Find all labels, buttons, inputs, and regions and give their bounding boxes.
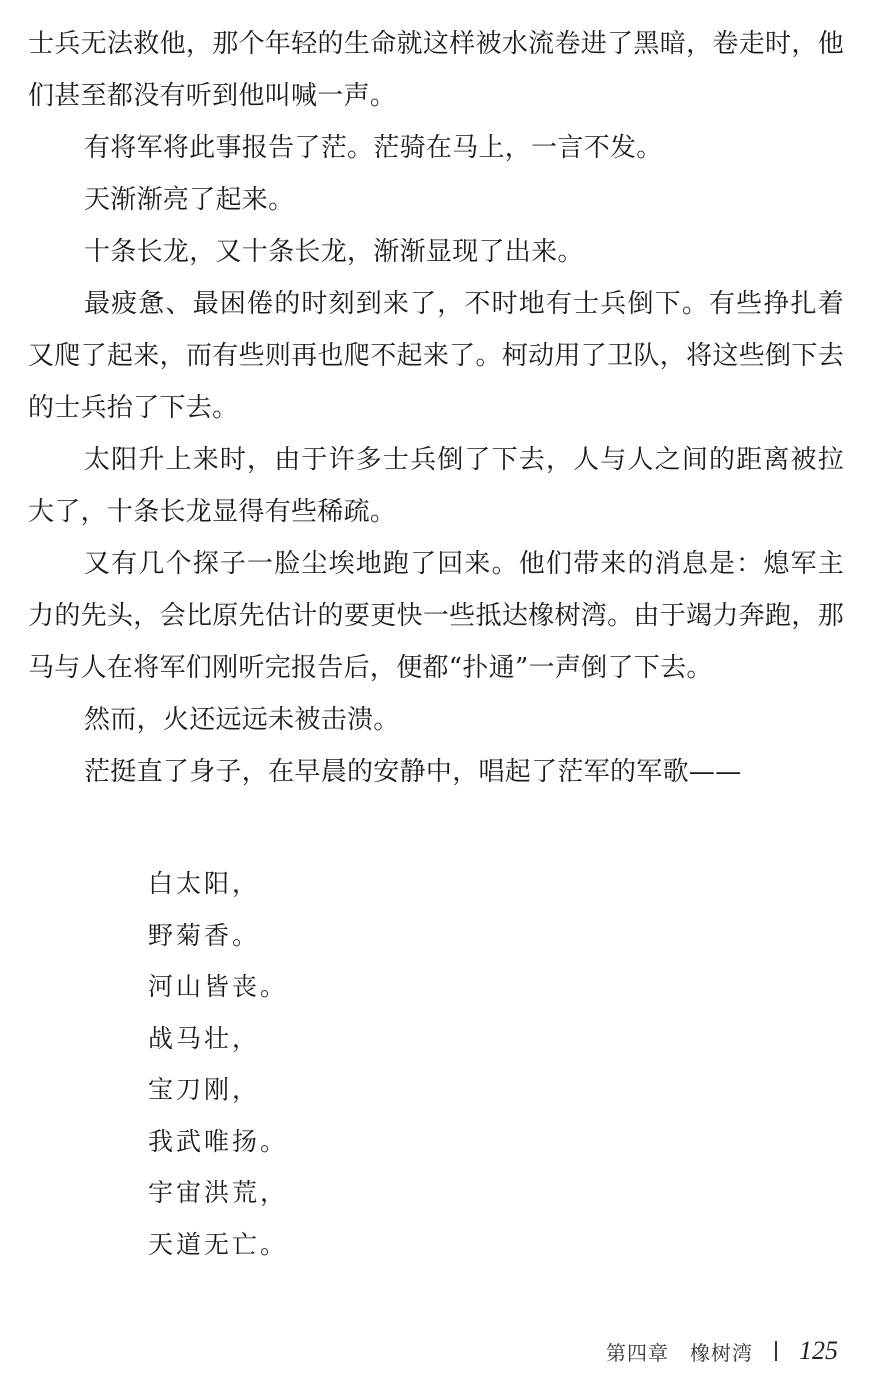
paragraph: 太阳升上来时，由于许多士兵倒了下去，人与人之间的距离被拉大了，十条长龙显得有些稀疏。 [28,445,844,527]
poem-line: 宝刀刚， [148,1075,261,1104]
poem-line: 宇宙洪荒， [148,1178,289,1207]
footer-divider [775,1341,777,1361]
poem-line: 天道无亡。 [148,1229,289,1259]
page-footer [606,1334,838,1368]
paragraph: 十条长龙，又十条长龙，渐渐显现了出来。 [84,237,584,267]
paragraph: 然而，火还远远未被击溃。 [84,705,400,735]
paragraph: 最疲惫、最困倦的时刻到来了，不时地有士兵倒下。有些挣扎着又爬了起来，而有些则再也爬不起来了。柯动用了卫队，将这些倒下去的士兵抬了下去。 [28,289,844,423]
prose-body [28,18,844,798]
paragraph: 天渐渐亮了起来。 [84,185,295,215]
poem-line: 我武唯扬。 [148,1126,289,1156]
running-head: 第四章 橡树湾 [606,1340,753,1365]
paragraph: 又有几个探子一脸尘埃地跑了回来。他们带来的消息是：熄军主力的先头，会比原先估计的要更快一些抵达橡树湾。由于竭力奔跑，那马与人在将军们刚听完报告后，便都“扑通”一声倒了下去。 [28,549,844,683]
paragraph: 茫挺直了身子，在早晨的安静中，唱起了茫军的军歌—— [84,757,742,787]
page-number: 125 [799,1336,838,1365]
paragraph: 有将军将此事报告了茫。茫骑在马上，一言不发。 [84,133,663,163]
poem-line: 白太阳， [148,869,261,898]
paragraph: 士兵无法救他，那个年轻的生命就这样被水流卷进了黑暗，卷走时，他们甚至都没有听到他叫喊一声。 [28,29,844,111]
poem-line: 野菊香。 [148,920,261,950]
song-lyrics [148,858,288,1270]
poem-line: 河山皆丧。 [148,972,289,1001]
poem-line: 战马壮， [148,1023,261,1053]
